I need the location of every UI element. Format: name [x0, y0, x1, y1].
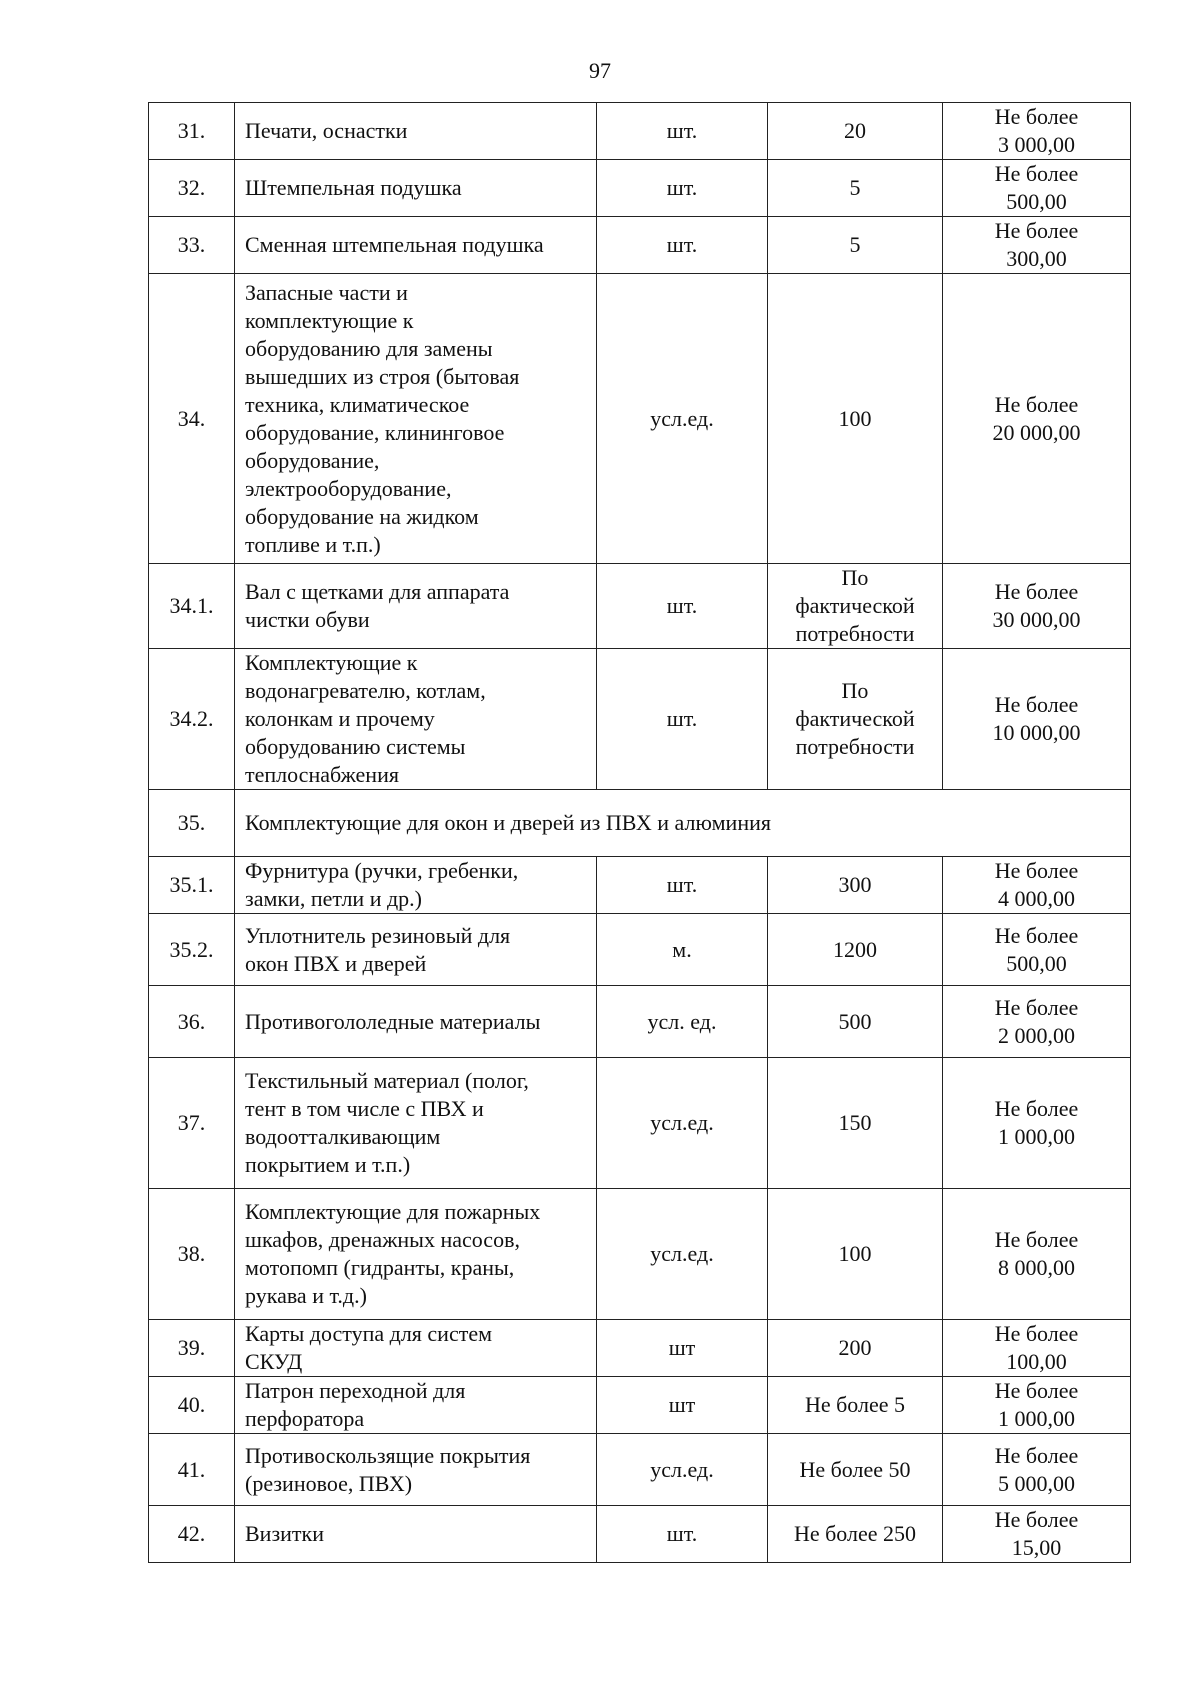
item-price-line: Не более [994, 1378, 1079, 1403]
item-price [943, 564, 1131, 649]
item-price-line: 15,00 [1011, 1535, 1062, 1560]
table-row [149, 217, 1131, 274]
item-quantity [768, 103, 943, 160]
table-row [149, 160, 1131, 217]
item-quantity [768, 986, 943, 1058]
item-quantity [768, 160, 943, 217]
table-row [149, 1189, 1131, 1320]
item-quantity-line: 200 [838, 1335, 872, 1360]
item-price-line: 300,00 [1006, 246, 1067, 271]
table-row [149, 1434, 1131, 1506]
item-price-line: Не более [994, 692, 1079, 717]
row-number: 34.2. [149, 649, 235, 790]
item-name [235, 857, 597, 914]
item-unit: усл.ед. [597, 1058, 768, 1189]
item-price [943, 1377, 1131, 1434]
item-name [235, 1506, 597, 1563]
item-name-line: окон ПВХ и дверей [245, 950, 427, 976]
item-unit: усл. ед. [597, 986, 768, 1058]
item-name-line: электрооборудование, [245, 475, 452, 501]
item-unit: усл.ед. [597, 1434, 768, 1506]
item-price-line: 5 000,00 [998, 1470, 1075, 1496]
item-name [235, 1058, 597, 1189]
item-price-line: Не более [994, 858, 1079, 883]
item-name-line: теплоснабжения [245, 762, 399, 787]
table-row [149, 649, 1131, 790]
item-name-line: оборудованию для замены [245, 335, 493, 361]
item-quantity [768, 1377, 943, 1434]
item-unit: шт. [597, 649, 768, 790]
item-unit: м. [597, 914, 768, 986]
item-unit: усл.ед. [597, 1189, 768, 1320]
item-quantity-line: По [841, 678, 869, 703]
item-quantity [768, 1320, 943, 1377]
row-number: 34.1. [149, 564, 235, 649]
item-price-line: 100,00 [1006, 1349, 1067, 1374]
item-price [943, 1058, 1131, 1189]
item-quantity [768, 274, 943, 564]
item-price [943, 857, 1131, 914]
item-price-line: Не более [994, 218, 1079, 243]
table-row [149, 564, 1131, 649]
item-name-line: комплектующие к [245, 307, 414, 333]
item-price-line: 20 000,00 [992, 419, 1081, 445]
item-name [235, 790, 1131, 857]
item-price [943, 986, 1131, 1058]
item-name-line: перфоратора [245, 1406, 365, 1431]
item-name-line: Запасные части и [245, 279, 408, 305]
item-quantity-line: Не более 5 [804, 1392, 906, 1417]
row-number: 39. [149, 1320, 235, 1377]
item-name-line: оборудованию системы [245, 734, 466, 759]
row-number: 33. [149, 217, 235, 274]
item-name-line: Уплотнитель резиновый для [245, 922, 511, 948]
item-quantity-line: 100 [838, 405, 872, 431]
table-row [149, 790, 1131, 857]
item-name-line: покрытием и т.п.) [245, 1152, 411, 1177]
table-row [149, 1506, 1131, 1563]
item-name-line: водоотталкивающим [245, 1124, 441, 1149]
item-price-line: Не более [994, 994, 1079, 1020]
item-name-line: оборудование, [245, 447, 380, 473]
item-quantity-line: потребности [795, 621, 915, 646]
item-price-line: 4 000,00 [998, 886, 1075, 911]
item-name [235, 1320, 597, 1377]
item-unit: усл.ед. [597, 274, 768, 564]
item-price-line: 500,00 [1006, 950, 1067, 976]
row-number: 37. [149, 1058, 235, 1189]
row-number: 35.1. [149, 857, 235, 914]
item-price-line: Не более [994, 922, 1079, 948]
item-price-line: Не более [994, 1507, 1079, 1532]
item-name [235, 103, 597, 160]
item-quantity [768, 914, 943, 986]
item-unit: шт [597, 1377, 768, 1434]
row-number: 36. [149, 986, 235, 1058]
row-number: 38. [149, 1189, 235, 1320]
item-price [943, 1434, 1131, 1506]
row-number: 31. [149, 103, 235, 160]
item-name-line: водонагревателю, котлам, [245, 678, 486, 703]
item-name-line: Вал с щетками для аппарата [245, 579, 510, 604]
item-price-line: 1 000,00 [998, 1406, 1075, 1431]
items-table [148, 102, 1131, 1563]
item-name-line: вышедших из строя (бытовая [245, 363, 520, 389]
item-unit: шт. [597, 564, 768, 649]
item-price-line: Не более [994, 1442, 1079, 1468]
item-price-line: 3 000,00 [998, 132, 1075, 157]
item-name-line: замки, петли и др.) [245, 886, 422, 911]
item-price [943, 217, 1131, 274]
item-price-line: 30 000,00 [992, 607, 1081, 632]
item-name-line: Сменная штемпельная подушка [245, 232, 544, 257]
item-price-line: Не более [994, 1321, 1079, 1346]
item-price [943, 274, 1131, 564]
item-name-line: Текстильный материал (полог, [245, 1068, 529, 1093]
item-name-line: Комплектующие к [245, 650, 418, 675]
item-name [235, 649, 597, 790]
item-quantity [768, 1506, 943, 1563]
item-price [943, 1189, 1131, 1320]
item-price [943, 1320, 1131, 1377]
item-unit: шт. [597, 160, 768, 217]
item-price-line: Не более [994, 161, 1079, 186]
item-quantity-line: потребности [795, 734, 915, 759]
item-price-line: Не более [994, 579, 1079, 604]
item-name-line: мотопомп (гидранты, краны, [245, 1255, 515, 1280]
row-number: 40. [149, 1377, 235, 1434]
item-quantity [768, 1434, 943, 1506]
table-row [149, 274, 1131, 564]
item-unit: шт [597, 1320, 768, 1377]
item-quantity-line: 300 [838, 872, 872, 897]
item-name [235, 1377, 597, 1434]
item-price-line: Не более [994, 391, 1079, 417]
row-number: 41. [149, 1434, 235, 1506]
item-name-line: шкафов, дренажных насосов, [245, 1227, 520, 1252]
table-row [149, 103, 1131, 160]
table-row [149, 914, 1131, 986]
item-price [943, 914, 1131, 986]
item-unit: шт. [597, 1506, 768, 1563]
item-unit: шт. [597, 217, 768, 274]
item-quantity-line: фактической [795, 593, 915, 618]
item-quantity-line: 500 [838, 1008, 872, 1034]
item-quantity [768, 1058, 943, 1189]
item-quantity-line: 100 [838, 1241, 872, 1266]
item-name [235, 564, 597, 649]
item-name-line: тент в том числе с ПВХ и [245, 1096, 484, 1121]
item-price [943, 1506, 1131, 1563]
item-name-line: СКУД [245, 1349, 303, 1374]
item-quantity-line: 20 [844, 118, 866, 143]
table-row [149, 1377, 1131, 1434]
item-quantity-line: Не более 250 [793, 1521, 917, 1546]
item-price-line: 500,00 [1006, 189, 1067, 214]
item-name-line: оборудование, клининговое [245, 419, 505, 445]
item-name [235, 274, 597, 564]
row-number: 35. [149, 790, 235, 857]
item-name-line: Фурнитура (ручки, гребенки, [245, 858, 519, 883]
row-number: 42. [149, 1506, 235, 1563]
row-number: 34. [149, 274, 235, 564]
item-name-line: Визитки [245, 1521, 324, 1546]
item-name [235, 217, 597, 274]
item-name [235, 914, 597, 986]
item-quantity-line: 150 [838, 1110, 872, 1135]
item-name-line: оборудование на жидком [245, 503, 479, 529]
item-name-line: Противоскользящие покрытия [245, 1442, 531, 1468]
item-price-line: 1 000,00 [998, 1124, 1075, 1149]
item-quantity-line: Не более 50 [799, 1456, 911, 1482]
item-price-line: 8 000,00 [998, 1255, 1075, 1280]
item-quantity-line: 1200 [833, 936, 877, 962]
item-name-line: Противогололедные материалы [245, 1008, 541, 1034]
item-name-line: техника, климатическое [245, 391, 470, 417]
item-name-line: (резиновое, ПВХ) [245, 1470, 413, 1496]
item-name-line: Патрон переходной для [245, 1378, 466, 1403]
item-name-line: топливе и т.п.) [245, 531, 381, 557]
item-quantity-line: фактической [795, 706, 915, 731]
item-quantity [768, 1189, 943, 1320]
table-row [149, 1058, 1131, 1189]
item-quantity [768, 217, 943, 274]
item-name-line: рукава и т.д.) [245, 1283, 367, 1308]
item-name [235, 986, 597, 1058]
item-quantity-line: 5 [849, 175, 861, 200]
item-quantity [768, 649, 943, 790]
table-row [149, 986, 1131, 1058]
item-name-line: Комплектующие для окон и дверей из ПВХ и алюминия [245, 810, 771, 835]
item-name-line: чистки обуви [245, 607, 370, 632]
item-price-line: Не более [994, 1227, 1079, 1252]
item-unit: шт. [597, 103, 768, 160]
item-price-line: Не более [994, 1096, 1079, 1121]
item-quantity-line: 5 [849, 232, 861, 257]
row-number: 35.2. [149, 914, 235, 986]
item-quantity [768, 564, 943, 649]
item-name-line: Карты доступа для систем [245, 1321, 493, 1346]
item-name-line: Печати, оснастки [245, 118, 408, 143]
row-number: 32. [149, 160, 235, 217]
table-row [149, 857, 1131, 914]
item-price-line: Не более [994, 104, 1079, 129]
item-unit: шт. [597, 857, 768, 914]
item-price-line: 2 000,00 [998, 1022, 1075, 1048]
item-price [943, 160, 1131, 217]
page-number: 97 [589, 58, 611, 83]
item-name-line: колонкам и прочему [245, 706, 435, 731]
item-name [235, 1434, 597, 1506]
item-name-line: Штемпельная подушка [245, 175, 462, 200]
item-quantity [768, 857, 943, 914]
item-name [235, 1189, 597, 1320]
items-table-body [149, 103, 1131, 1563]
item-price [943, 649, 1131, 790]
item-price [943, 103, 1131, 160]
table-row [149, 1320, 1131, 1377]
item-price-line: 10 000,00 [992, 720, 1081, 745]
item-name [235, 160, 597, 217]
item-name-line: Комплектующие для пожарных [245, 1199, 541, 1224]
item-quantity-line: По [841, 565, 869, 590]
